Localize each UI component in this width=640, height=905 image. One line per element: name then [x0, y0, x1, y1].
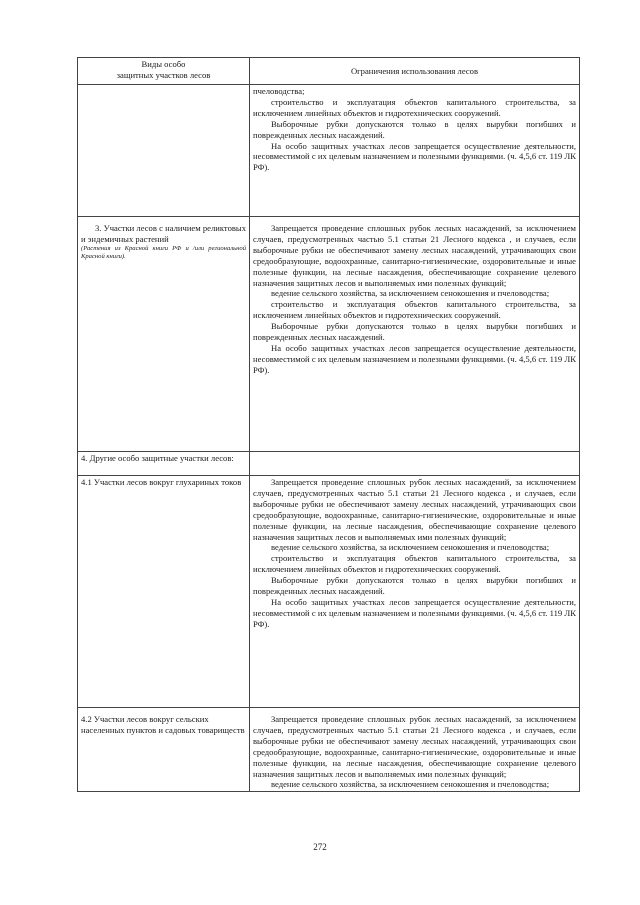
header-forest-types — [78, 58, 250, 85]
row42-title: 4.2 Участки лесов вокруг сельских населенных пунктов и садовых товариществ — [81, 714, 245, 735]
row4-restrictions — [250, 452, 580, 476]
restriction-text: На особо защитных участках лесов запрещается осуществление деятельности, несовместимой с их целевым назначением и полезными функциями. (ч. 4,5,6 ст. 119 ЛК РФ). — [253, 596, 576, 629]
row3-forest-type — [78, 217, 250, 452]
table-row — [78, 217, 580, 452]
row4-forest-type — [78, 452, 250, 476]
restriction-text: Запрещается проведение сплошных рубок лесных насаждений, за исключением случаев, предусмотренных частью 5.1 статьи 21 Лесного кодекса , и случаев, если выборочные рубки не обеспечивают замену лесных насаждений, утрачивающих свои средообразующие, водоохранные, санитарно-гигиенические, оздоровительные и иные полезные функции, на лесные насаждения, обеспечивающие сохранение целевого назначения защитных лесов и выполняемых ими полезных функций; — [253, 223, 576, 288]
table-row — [78, 85, 580, 217]
row41-restrictions — [250, 476, 580, 708]
restriction-text: строительство и эксплуатация объектов капитального строительства, за исключением линейных объектов и гидротехнических сооружений. — [253, 299, 576, 321]
restriction-text: строительство и эксплуатация объектов капитального строительства, за исключением линейных объектов и гидротехнических сооружений. — [253, 96, 576, 118]
row3-restrictions — [250, 217, 580, 452]
header-restrictions: Ограничения использования лесов — [250, 58, 580, 85]
header-col1-line2: защитных участков лесов — [116, 69, 211, 80]
restrictions-table — [77, 57, 580, 792]
row42-restrictions — [250, 708, 580, 792]
restriction-text: строительство и эксплуатация объектов капитального строительства, за исключением линейных объектов и гидротехнических сооружений. — [253, 553, 576, 575]
page-number: 272 — [313, 842, 327, 852]
restriction-text: Выборочные рубки допускаются только в целях вырубки погибших и поврежденных лесных насаждений. — [253, 321, 576, 343]
row41-forest-type — [78, 476, 250, 708]
restriction-text: Запрещается проведение сплошных рубок лесных насаждений, за исключением случаев, предусмотренных частью 5.1 статьи 21 Лесного кодекса , и случаев, если выборочные рубки не обеспечивают замену лесных насаждений, утрачивающих свои средообразующие, водоохранные, санитарно-гигиенические, оздоровительные и иные полезные функции, на лесные насаждения, обеспечивающие сохранение целевого назначения защитных лесов и выполняемых ими полезных функций; — [253, 477, 576, 542]
row3-title: 3. Участки лесов с наличием реликтовых и эндемичных растений — [81, 223, 246, 244]
restriction-text: Выборочные рубки допускаются только в целях вырубки погибших и поврежденных лесных насаждений. — [253, 575, 576, 597]
restriction-text: пчеловодства; — [253, 86, 305, 96]
restriction-text: Выборочные рубки допускаются только в целях вырубки погибших и поврежденных лесных насаждений. — [253, 118, 576, 140]
table-row — [78, 452, 580, 476]
row42-forest-type — [78, 708, 250, 792]
row4-title: 4. Другие особо защитные участки лесов: — [81, 453, 234, 463]
restriction-text: ведение сельского хозяйства, за исключением сенокошения и пчеловодства; — [271, 288, 550, 299]
header-col1-line1: Виды особо — [141, 59, 186, 69]
restriction-text: ведение сельского хозяйства, за исключением сенокошения и пчеловодства; — [271, 542, 550, 553]
table-row — [78, 708, 580, 792]
restriction-text: На особо защитных участках лесов запрещается осуществление деятельности, несовместимой с их целевым назначением и полезными функциями. (ч. 4,5,6 ст. 119 ЛК РФ). — [253, 140, 576, 173]
row-cont-restrictions — [250, 85, 580, 217]
table-header-row — [78, 58, 580, 85]
table-row — [78, 476, 580, 708]
restriction-text: Запрещается проведение сплошных рубок лесных насаждений, за исключением случаев, предусмотренных частью 5.1 статьи 21 Лесного кодекса , и случаев, если выборочные рубки не обеспечивают замену лесных насаждений, утрачивающих свои средообразующие, водоохранные, санитарно-гигиенические, оздоровительные и иные полезные функции, на лесные насаждения, обеспечивающие сохранение целевого назначения защитных лесов и выполняемых ими полезных функций; — [253, 714, 576, 779]
restriction-text: ведение сельского хозяйства, за исключением сенокошения и пчеловодства; — [271, 779, 550, 790]
row41-title: 4.1 Участки лесов вокруг глухариных токов — [81, 477, 242, 487]
row3-note: (Растения из Красной книги РФ и /или региональной Красной книги). — [81, 244, 246, 261]
row-cont-left-cell — [78, 85, 250, 217]
restriction-text: На особо защитных участках лесов запрещается осуществление деятельности, несовместимой с их целевым назначением и полезными функциями. (ч. 4,5,6 ст. 119 ЛК РФ). — [253, 342, 576, 375]
